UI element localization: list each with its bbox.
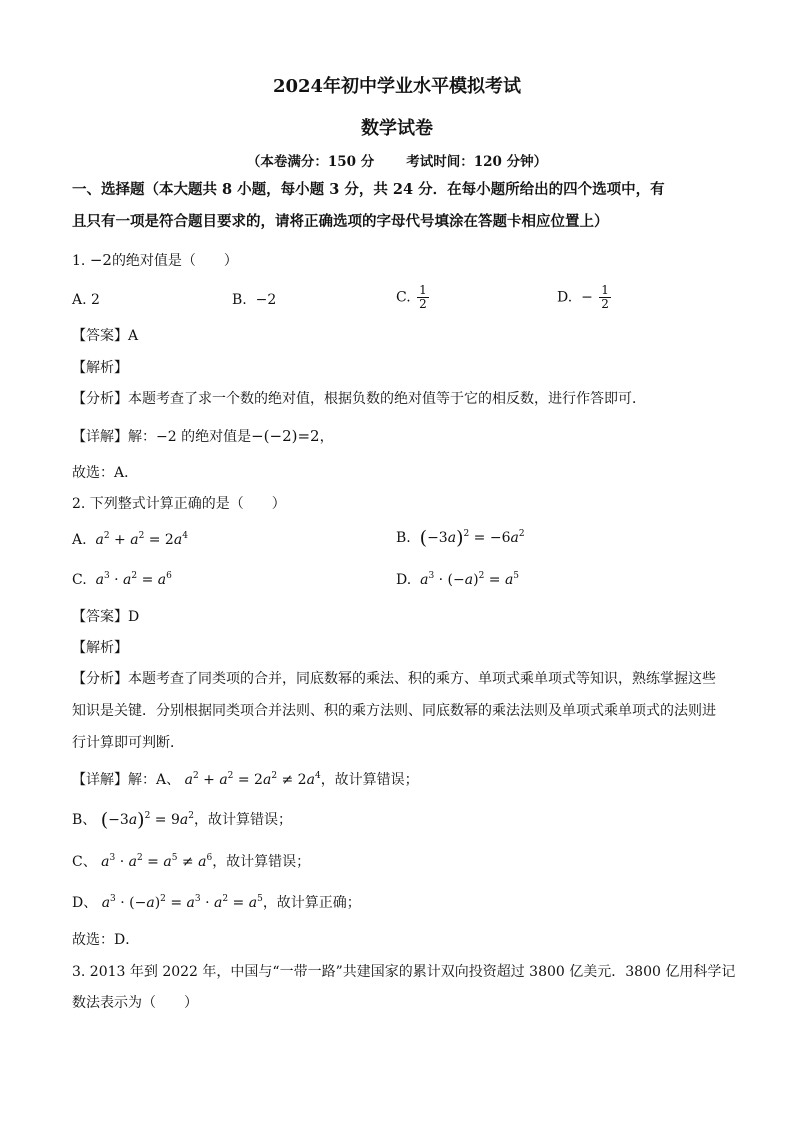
answer-value: D	[128, 609, 140, 625]
fenxi-tag: 【分析】	[72, 671, 128, 687]
q2-option-d-expr: $a^3 \cdot (-a)^2 = a^5$	[420, 571, 520, 588]
q2-analysis-tag: 【解析】	[72, 640, 128, 656]
q2-fenxi-line2: 知识是关键．分别根据同类项合并法则、积的乘方法则、同底数幂的乘法法则及单项式乘单项式的法则进	[72, 703, 716, 719]
q1-option-c-label: C.	[396, 289, 411, 306]
q2-option-c-label: C.	[72, 572, 87, 588]
q2-option-b-expr: $(-3a)^2 = -6a^2$	[419, 527, 525, 549]
fenxi-text: 本题考查了求一个数的绝对值，根据负数的绝对值等于它的相反数，进行作答即可．	[128, 391, 646, 407]
q2-detail-b-expr: $(-3a)^2 = 9a^2$	[100, 809, 194, 831]
q2-option-a	[72, 530, 188, 550]
q1-detail	[72, 426, 334, 447]
q2-fenxi-line3: 行计算即可判断．	[72, 735, 184, 751]
detail-b-pre: B、	[72, 812, 97, 828]
q2-option-d	[396, 570, 519, 590]
q2-detail-c-expr: $a^3 \cdot a^2 = a^5 \ne a^6$	[101, 853, 213, 870]
wrong-note: ，故计算错误；	[193, 812, 292, 828]
q2-detail-d	[72, 893, 361, 913]
q2-option-d-label: D.	[396, 572, 412, 588]
q2-option-b-label: B.	[396, 530, 411, 546]
q2-answer	[72, 607, 139, 627]
frac-num: 1	[601, 283, 609, 297]
answer-value: A	[128, 328, 139, 344]
frac-den: 2	[601, 297, 609, 311]
right-note: ，故计算正确；	[262, 895, 361, 911]
q1-option-d	[557, 284, 613, 311]
score-info: （本卷满分：150 分	[246, 154, 375, 170]
wrong-note: ，故计算错误；	[320, 772, 419, 788]
frac-num: 1	[419, 283, 427, 297]
detail-d-pre: D、	[72, 895, 98, 911]
answer-tag: 【答案】	[72, 328, 128, 344]
q1-option-a-value: 2	[91, 292, 100, 308]
q1-option-b	[232, 290, 276, 310]
q2-choose: 故选：D．	[72, 932, 140, 948]
q1-option-c-fraction	[417, 284, 429, 311]
q3-stem-line2: 数法表示为（ ）	[72, 995, 198, 1011]
q1-option-b-value: −2	[255, 292, 277, 308]
detail-tag: 【详解】	[72, 429, 128, 445]
q1-option-d-fraction	[599, 284, 611, 311]
q1-option-d-label: D.	[557, 289, 573, 306]
q1-choose: 故选：A．	[72, 465, 139, 481]
exam-info	[0, 150, 794, 170]
q1-answer	[72, 326, 138, 346]
q2-detail-c	[72, 852, 310, 872]
q2-detail-a	[72, 770, 419, 790]
q3-stem-line1: 3. 2013 年到 2022 年，中国与“一带一路”共建国家的累计双向投资超过 3800 亿美元．3800 亿用科学记	[72, 964, 736, 980]
q2-option-c	[72, 570, 172, 590]
q1-number: 1.	[72, 253, 86, 269]
detail-pre: 解：A、	[128, 772, 181, 788]
detail-tag: 【详解】	[72, 772, 128, 788]
time-info: 考试时间：120 分钟）	[406, 154, 548, 170]
wrong-note: ，故计算错误；	[212, 854, 311, 870]
q2-fenxi-line1	[72, 669, 716, 689]
q1-fenxi	[72, 389, 646, 409]
detail-post: ，	[319, 429, 334, 445]
detail-expr: −(−2)=2	[251, 427, 320, 445]
q1-option-c	[396, 284, 431, 311]
q1-analysis-tag: 【解析】	[72, 360, 128, 376]
q1-stem	[72, 250, 238, 271]
exam-subtitle: 数学试卷	[361, 118, 433, 139]
q1-option-a	[72, 290, 100, 310]
q2-option-b	[396, 528, 525, 548]
fenxi-text: 本题考查了同类项的合并，同底数幂的乘法、积的乘方、单项式乘单项式等知识，熟练掌握这些	[128, 671, 716, 687]
exam-title: 2024年初中学业水平模拟考试	[272, 76, 522, 97]
detail-pre: 解：−2 的绝对值是	[128, 429, 252, 445]
q1-stem-text: 的绝对值是（ ）	[111, 253, 238, 269]
q2-stem: 2. 下列整式计算正确的是（ ）	[72, 496, 286, 512]
q1-option-a-label: A.	[72, 292, 87, 308]
fenxi-tag: 【分析】	[72, 391, 128, 407]
q2-option-a-expr: $a^2 + a^2 = 2a^4$	[95, 531, 188, 548]
q2-detail-d-expr: $a^3 \cdot (-a)^2 = a^3 \cdot a^2 = a^5$	[101, 894, 263, 911]
q1-expr: −2	[89, 251, 112, 269]
answer-tag: 【答案】	[72, 609, 128, 625]
q2-detail-a-expr: $a^2 + a^2 = 2a^2 \ne 2a^4$	[184, 771, 321, 788]
frac-den: 2	[419, 297, 427, 311]
detail-c-pre: C、	[72, 854, 97, 870]
q1-option-b-label: B.	[232, 292, 247, 308]
section-heading-line2: 且只有一项是符合题目要求的，请将正确选项的字母代号填涂在答题卡相应位置上）	[72, 213, 609, 230]
q2-detail-b	[72, 810, 292, 830]
q2-option-c-expr: $a^3 \cdot a^2 = a^6$	[95, 571, 172, 588]
q2-option-a-label: A.	[72, 532, 87, 548]
q1-option-d-sign: −	[581, 289, 593, 306]
section-heading-line1: 一、选择题（本大题共 8 小题，每小题 3 分，共 24 分．在每小题所给出的四个选项中，有	[72, 181, 665, 198]
